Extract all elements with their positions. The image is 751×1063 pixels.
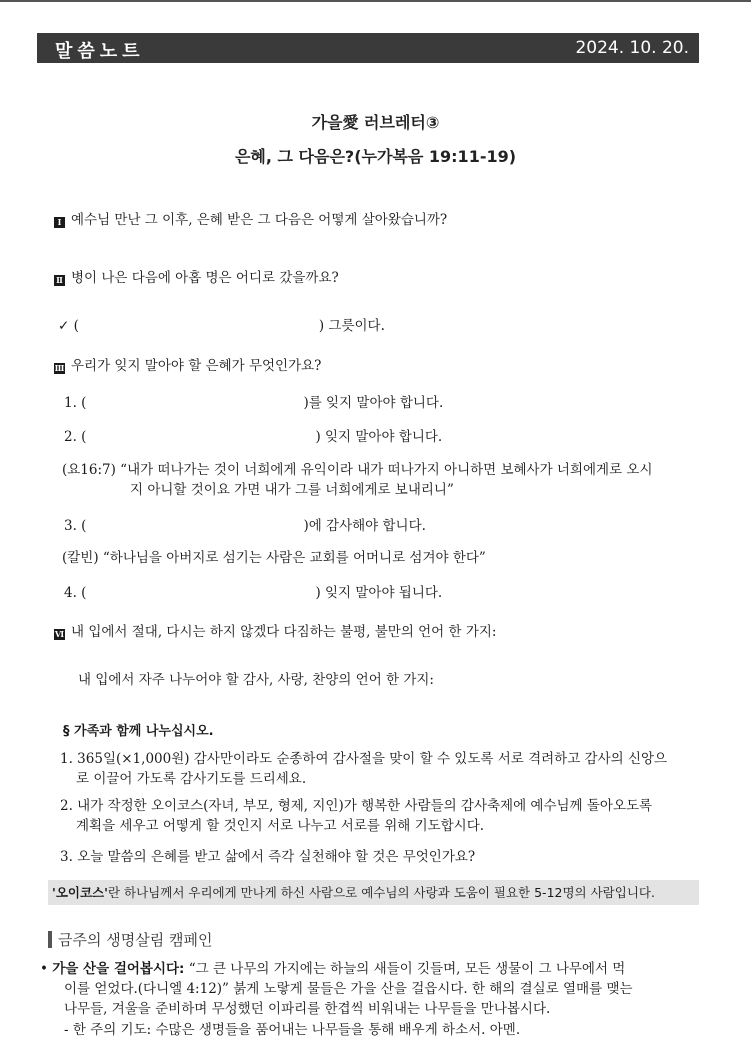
family-item-1-line2: 로 이끌어 가도록 감사기도를 드리세요. bbox=[76, 771, 307, 787]
family-item-2-line1: 2. 내가 작정한 오이코스(자녀, 부모, 형제, 지인)가 행복한 사람들의 감사축제에 예수님께 돌아오도록 bbox=[60, 798, 653, 814]
quote-john-line1: (요16:7) “내가 떠나가는 것이 너희에게 유익이라 내가 떠나가지 아니하면 보혜사가 너희에게로 오시 bbox=[62, 462, 653, 478]
family-heading: § 가족과 함께 나누십시오. bbox=[63, 724, 214, 739]
item-2-prefix: 2. ( bbox=[64, 429, 87, 445]
roman-mark-4: Ⅵ bbox=[54, 629, 65, 639]
answer-blank-3 bbox=[64, 514, 426, 534]
section-3-text: 우리가 잊지 말아야 할 은혜가 무엇인가요? bbox=[71, 358, 322, 374]
family-item-2-line2: 계획을 세우고 어떻게 할 것인지 서로 나누고 서로를 위해 기도합시다. bbox=[76, 818, 485, 834]
answer-blank-check bbox=[58, 314, 385, 334]
header-bar bbox=[37, 33, 699, 63]
top-border bbox=[0, 0, 751, 2]
item-1-suffix: )를 잊지 말아야 합니다. bbox=[303, 395, 444, 411]
item-4-prefix: 4. ( bbox=[64, 585, 87, 601]
section-2-text: 병이 나은 다음에 아홉 명은 어디로 갔을까요? bbox=[71, 270, 339, 286]
campaign-prayer: - 한 주의 기도: 수많은 생명들을 품어내는 나무들을 통해 배우게 하소서. 아멘. bbox=[64, 1022, 521, 1038]
item-1-prefix: 1. ( bbox=[64, 395, 87, 411]
oikos-definition: 란 하나님께서 우리에게 만나게 하신 사람으로 예수님의 사랑과 도움이 필요한 5-12명의 사람입니다. bbox=[107, 885, 655, 900]
section-3 bbox=[54, 354, 321, 374]
section-4 bbox=[54, 620, 496, 640]
section-2 bbox=[54, 266, 339, 286]
answer-blank-4 bbox=[64, 581, 442, 601]
item-2-suffix: ) 잊지 말아야 합니다. bbox=[315, 429, 443, 445]
oikos-note bbox=[48, 880, 699, 905]
campaign-bar-icon bbox=[48, 931, 52, 948]
campaign-text-1: “그 큰 나무의 가지에는 하늘의 새들이 깃들며, 모든 생물이 그 나무에서 먹 bbox=[184, 961, 626, 977]
family-item-3: 3. 오늘 말씀의 은혜를 받고 삶에서 즉각 실천해야 할 것은 무엇인가요? bbox=[60, 849, 476, 865]
section-4-text: 내 입에서 절대, 다시는 하지 않겠다 다짐하는 불평, 불만의 언어 한 가지: bbox=[71, 624, 497, 640]
answer-blank-1 bbox=[64, 391, 443, 411]
section-4-sub: 내 입에서 자주 나누어야 할 감사, 사랑, 찬양의 언어 한 가지: bbox=[78, 672, 434, 688]
check-prefix: ✓ ( bbox=[58, 318, 79, 334]
campaign-line-1 bbox=[40, 957, 625, 977]
campaign-line-2: 이를 얻었다.(다니엘 4:12)” 붉게 노랗게 물들은 가을 산을 걸읍시다. 한 해의 결실로 열매를 맺는 bbox=[64, 981, 633, 997]
roman-mark-3: Ⅲ bbox=[54, 363, 65, 373]
roman-mark-2: Ⅱ bbox=[54, 275, 65, 286]
family-item-1-line1: 1. 365일(×1,000원) 감사만이라도 순종하여 감사절을 맞이 할 수 있도록 서로 격려하고 감사의 신앙으 bbox=[60, 751, 668, 767]
sermon-subtitle: 은혜, 그 다음은?(누가복음 19:11-19) bbox=[234, 147, 517, 166]
quote-calvin: (칼빈) “하나님을 아버지로 섬기는 사람은 교회를 어머니로 섬겨야 한다” bbox=[62, 550, 486, 566]
check-suffix: ) 그릇이다. bbox=[318, 318, 385, 334]
item-4-suffix: ) 잊지 말아야 됩니다. bbox=[315, 585, 443, 601]
roman-mark-1: Ⅰ bbox=[54, 217, 65, 228]
quote-john-line2: 지 아니할 것이요 가면 내가 그를 너희에게로 보내리니” bbox=[130, 482, 454, 498]
campaign-line-3: 나무들, 겨울을 준비하며 무성했던 이파리를 한겹씩 비워내는 나무들을 만나봅시다. bbox=[64, 1001, 551, 1017]
bullet-icon: • bbox=[40, 961, 48, 977]
campaign-heading bbox=[48, 929, 212, 950]
sermon-title: 가을愛 러브레터③ bbox=[311, 113, 440, 132]
section-1 bbox=[54, 208, 447, 228]
item-3-prefix: 3. ( bbox=[64, 518, 87, 534]
campaign-lead: 가을 산을 걸어봅시다: bbox=[52, 961, 185, 977]
oikos-term: '오이코스' bbox=[52, 885, 108, 900]
campaign-heading-text: 금주의 생명살림 캠페인 bbox=[58, 931, 213, 949]
header-title: 말씀노트 bbox=[55, 41, 145, 62]
item-3-suffix: )에 감사해야 합니다. bbox=[303, 518, 426, 534]
answer-blank-2 bbox=[64, 425, 442, 445]
header-date: 2024. 10. 20. bbox=[575, 38, 689, 58]
section-1-text: 예수님 만난 그 이후, 은혜 받은 그 다음은 어떻게 살아왔습니까? bbox=[71, 212, 448, 228]
